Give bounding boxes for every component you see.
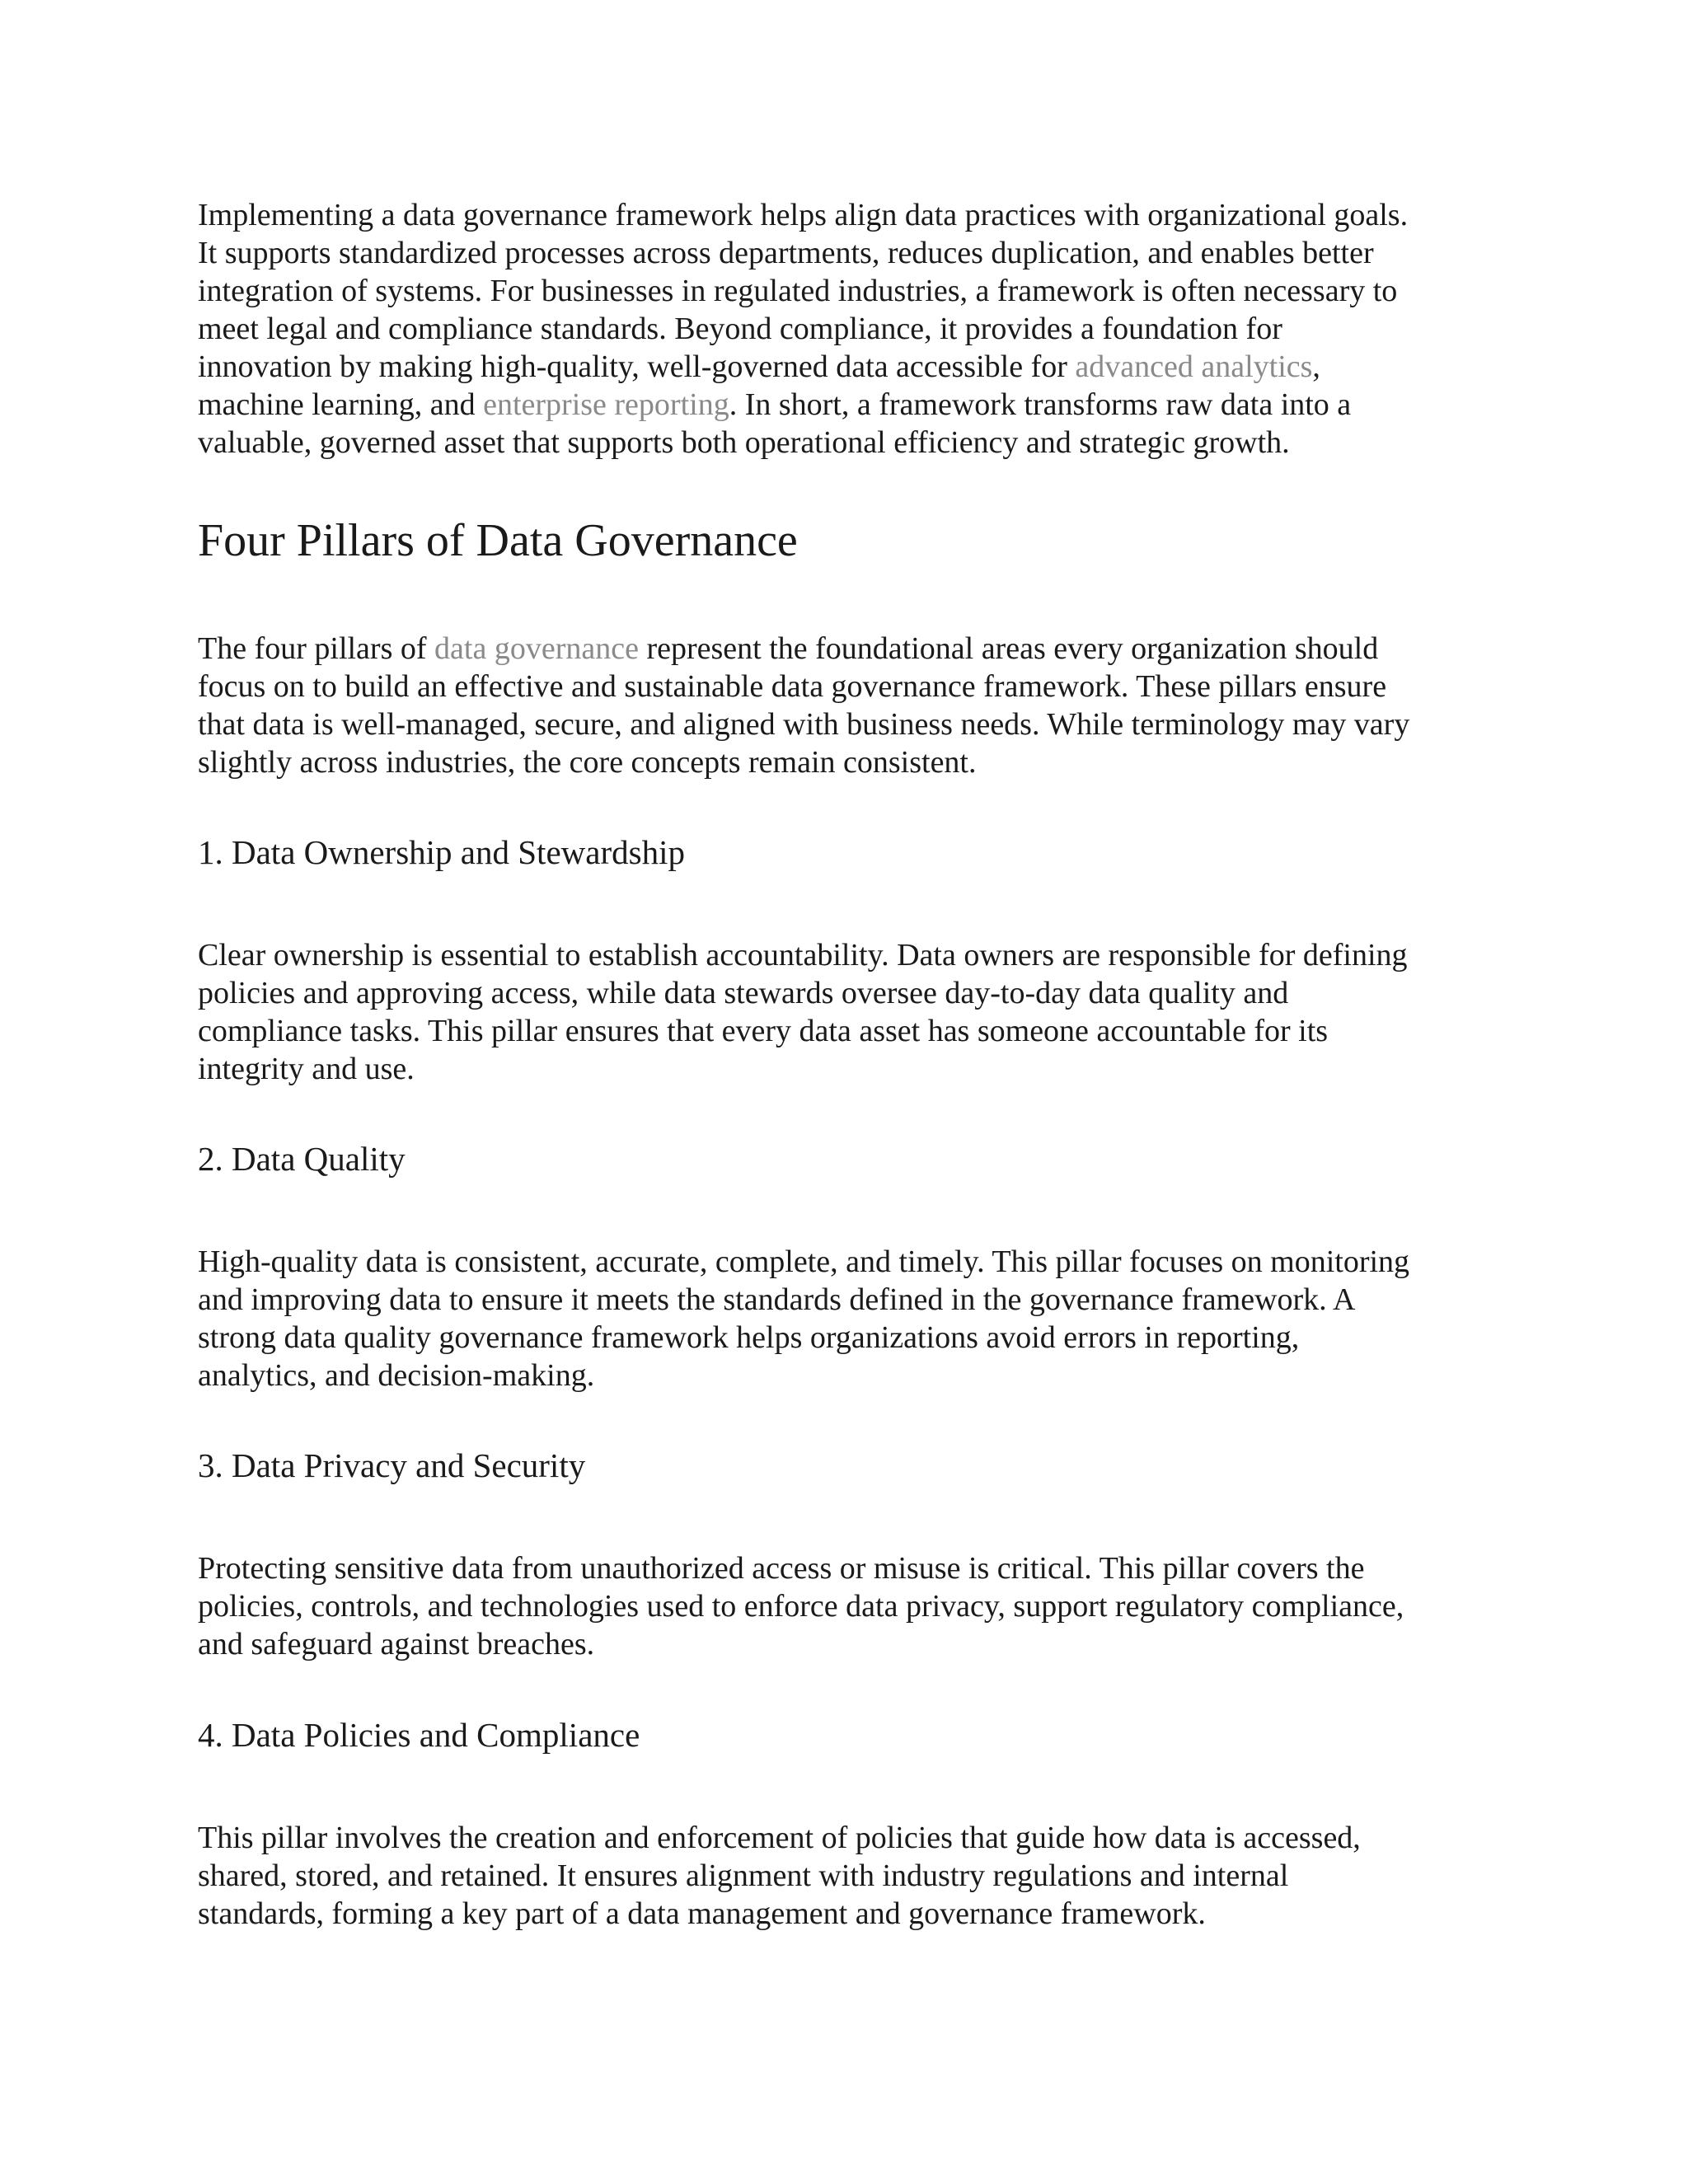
intro-text: . In short, a framework transforms raw data into a — [729, 387, 1352, 422]
intro-line: integration of systems. For businesses in regulated industries, a framework is often necessary to — [198, 274, 1398, 308]
pillars-heading: Four Pillars of Data Governance — [198, 515, 798, 566]
data-governance-link[interactable]: data governance — [434, 631, 639, 666]
intro-line — [198, 386, 1517, 424]
section-line: This pillar involves the creation and enforcement of policies that guide how data is accessed, — [198, 1821, 1361, 1855]
section-heading-policies: 4. Data Policies and Compliance — [198, 1716, 640, 1754]
intro-paragraph — [198, 196, 1517, 462]
section-line: Protecting sensitive data from unauthorized access or misuse is critical. This pillar covers the — [198, 1551, 1365, 1586]
pillars-intro-line — [198, 630, 1517, 668]
intro-text: , — [1312, 349, 1320, 384]
section-line: compliance tasks. This pillar ensures that every data asset has someone accountable for its — [198, 1014, 1329, 1048]
intro-line: It supports standardized processes across departments, reduces duplication, and enables better — [198, 236, 1374, 270]
section-heading-privacy: 3. Data Privacy and Security — [198, 1446, 586, 1484]
section-paragraph-privacy — [198, 1549, 1517, 1663]
pillars-intro-line: focus on to build an effective and sustainable data governance framework. These pillars ensure — [198, 669, 1387, 704]
advanced-analytics-link[interactable]: advanced analytics — [1075, 349, 1313, 384]
pillars-intro-text: represent the foundational areas every organization should — [638, 631, 1379, 666]
section-line: policies, controls, and technologies used to enforce data privacy, support regulatory compliance, — [198, 1589, 1404, 1624]
pillars-intro-text: The four pillars of — [198, 631, 435, 666]
intro-line: valuable, governed asset that supports both operational efficiency and strategic growth. — [198, 425, 1290, 460]
intro-line — [198, 348, 1517, 386]
pillars-intro-line: slightly across industries, the core concepts remain consistent. — [198, 745, 977, 780]
section-line: analytics, and decision-making. — [198, 1358, 595, 1393]
pillars-intro-paragraph — [198, 630, 1517, 781]
pillars-intro-line: that data is well-managed, secure, and aligned with business needs. While terminology may vary — [198, 707, 1410, 742]
section-line: standards, forming a key part of a data management and governance framework. — [198, 1896, 1206, 1931]
section-line: shared, stored, and retained. It ensures alignment with industry regulations and internal — [198, 1858, 1289, 1893]
section-line: strong data quality governance framework helps organizations avoid errors in reporting, — [198, 1320, 1300, 1355]
enterprise-reporting-link[interactable]: enterprise reporting — [483, 387, 729, 422]
section-paragraph-ownership — [198, 936, 1517, 1088]
section-line: integrity and use. — [198, 1052, 415, 1086]
section-line: High-quality data is consistent, accurate, complete, and timely. This pillar focuses on monitoring — [198, 1244, 1410, 1279]
section-heading-ownership: 1. Data Ownership and Stewardship — [198, 833, 685, 871]
section-line: and improving data to ensure it meets the standards defined in the governance framework. A — [198, 1282, 1356, 1317]
intro-text: machine learning, and — [198, 387, 484, 422]
section-line: policies and approving access, while data stewards oversee day-to-day data quality and — [198, 976, 1289, 1010]
section-paragraph-policies — [198, 1819, 1517, 1933]
section-line: Clear ownership is essential to establish accountability. Data owners are responsible for defining — [198, 938, 1408, 972]
intro-text: innovation by making high-quality, well-governed data accessible for — [198, 349, 1076, 384]
section-heading-quality: 2. Data Quality — [198, 1140, 406, 1178]
intro-line: meet legal and compliance standards. Beyond compliance, it provides a foundation for — [198, 312, 1282, 346]
section-paragraph-quality — [198, 1243, 1517, 1394]
intro-line: Implementing a data governance framework helps align data practices with organizational goals. — [198, 198, 1409, 232]
section-line: and safeguard against breaches. — [198, 1627, 595, 1661]
